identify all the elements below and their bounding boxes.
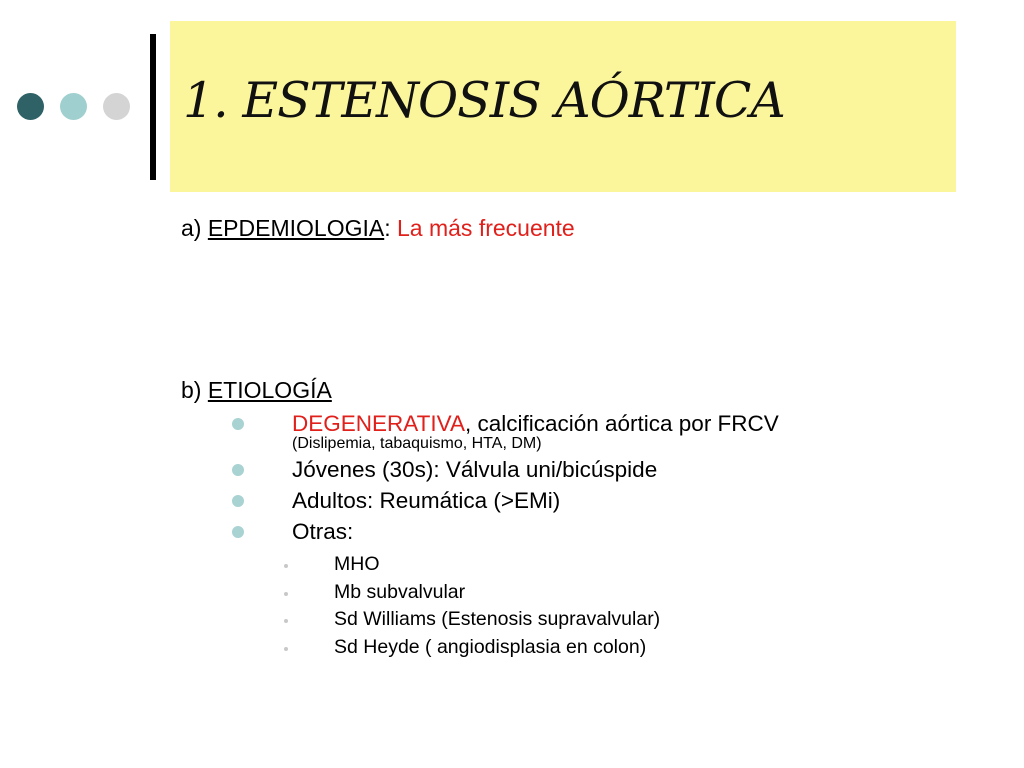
sub-bullet-dot-icon — [284, 592, 288, 596]
list-item — [181, 487, 981, 515]
bullet-text: , calcificación aórtica por FRCV — [464, 411, 779, 436]
title-divider — [150, 34, 156, 180]
bullet-dot-icon — [232, 526, 244, 538]
section-b-prefix: b) — [181, 377, 208, 403]
slide-title: 1. ESTENOSIS AÓRTICA — [183, 72, 785, 129]
section-a-colon: : — [384, 215, 397, 241]
list-item — [181, 606, 981, 634]
section-b-heading — [181, 372, 332, 408]
bullet-dot-icon — [232, 464, 244, 476]
list-item — [181, 579, 981, 607]
decor-dot-mid-icon — [60, 93, 87, 120]
bullet-text: Adultos: Reumática (>EMi) — [292, 488, 561, 513]
sub-bullet-text: MHO — [334, 553, 380, 575]
sub-bullet-text: Sd Williams (Estenosis supravalvular) — [334, 608, 661, 630]
sub-bullet-dot-icon — [284, 647, 288, 651]
sub-bullet-text: Mb subvalvular — [334, 580, 466, 603]
bullet-text: Jóvenes (30s): Válvula uni/bicúspide — [292, 457, 658, 482]
etiology-list — [181, 410, 981, 549]
sub-bullet-dot-icon — [284, 564, 288, 568]
list-item — [181, 518, 981, 546]
bullet-subtext: (Dislipemia, tabaquismo, HTA, DM) — [292, 435, 542, 452]
list-item — [181, 410, 981, 453]
decor-dot-dark-icon — [17, 93, 44, 120]
section-b-label: ETIOLOGÍA — [207, 377, 332, 403]
bullet-text: Otras: — [292, 519, 354, 544]
section-a-text: La más frecuente — [397, 215, 575, 241]
bullet-dot-icon — [232, 418, 244, 430]
list-item — [181, 634, 981, 662]
other-causes-list — [181, 551, 981, 661]
bullet-red-text: DEGENERATIVA — [292, 411, 465, 436]
decor-dot-light-icon — [103, 93, 130, 120]
sub-bullet-text: Sd Heyde ( angiodisplasia en colon) — [334, 635, 647, 658]
list-item — [181, 456, 981, 484]
section-a-prefix: a) — [181, 215, 208, 241]
section-a-label: EPDEMIOLOGIA — [207, 215, 385, 241]
list-item — [181, 551, 981, 579]
sub-bullet-dot-icon — [284, 619, 288, 623]
bullet-dot-icon — [232, 495, 244, 507]
section-a-heading — [181, 210, 575, 246]
